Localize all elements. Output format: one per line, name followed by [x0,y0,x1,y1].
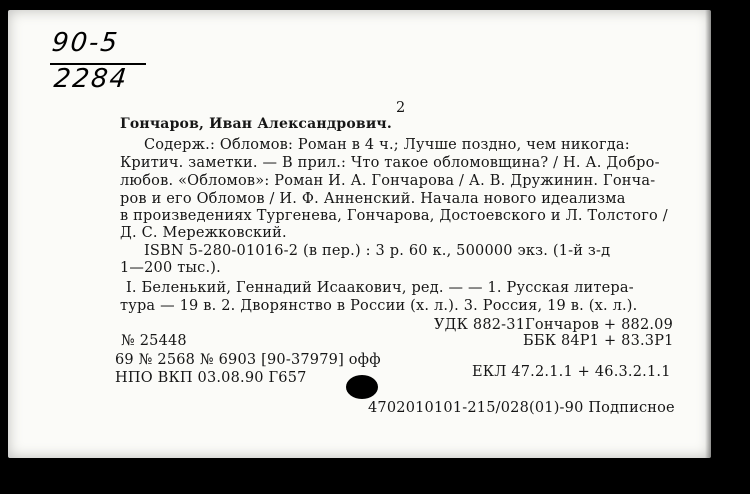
bbk-classification: ББК 84Р1 + 83.3Р1 [523,333,674,349]
ink-blot [346,375,378,399]
ekl-classification: ЕКЛ 47.2.1.1 + 46.3.2.1.1 [472,364,671,380]
contents-line-5: в произведениях Тургенева, Гончарова, Достоевского и Л. Толстого / [120,208,668,224]
catalog-card [8,10,711,458]
publication-code: 4702010101-215/028(01)-90 Подписное [368,400,675,416]
page-number: 2 [396,100,406,116]
contents-line-2: Критич. заметки. — В прил.: Что такое обломовщина? / Н. А. Добро- [120,155,660,171]
contents-line-6: Д. С. Мережковский. [120,225,287,241]
printer-line: НПО ВКП 03.08.90 Г657 [115,370,307,386]
contents-line-4: ров и его Обломов / И. Ф. Анненский. Начала нового идеализма [120,191,626,207]
card-number: № 25448 [121,333,187,349]
order-numbers: 69 № 2568 № 6903 [90-37979] офф [115,352,381,368]
udk-classification: УДК 882-31Гончаров + 882.09 [434,317,674,333]
handwritten-shelfmark-2: 2284 [52,64,130,94]
card-edge-shadow [705,10,711,458]
print-run-line: 1—200 тыс.). [120,260,221,276]
subject-line-1: I. Беленький, Геннадий Исаакович, ред. — — 1. Русская литера- [126,280,634,296]
contents-line-3: любов. «Обломов»: Роман И. А. Гончарова / А. В. Дружинин. Гонча- [120,173,656,189]
isbn-line: ISBN 5-280-01016-2 (в пер.) : 3 р. 60 к., 500000 экз. (1-й з-д [144,243,611,259]
handwritten-shelfmark-1: 90-5 [50,28,121,58]
subject-line-2: тура — 19 в. 2. Дворянство в России (х. л.). 3. Россия, 19 в. (х. л.). [120,298,638,314]
author-heading: Гончаров, Иван Александрович. [120,116,392,132]
contents-line-1: Содерж.: Обломов: Роман в 4 ч.; Лучше поздно, чем никогда: [144,137,630,153]
